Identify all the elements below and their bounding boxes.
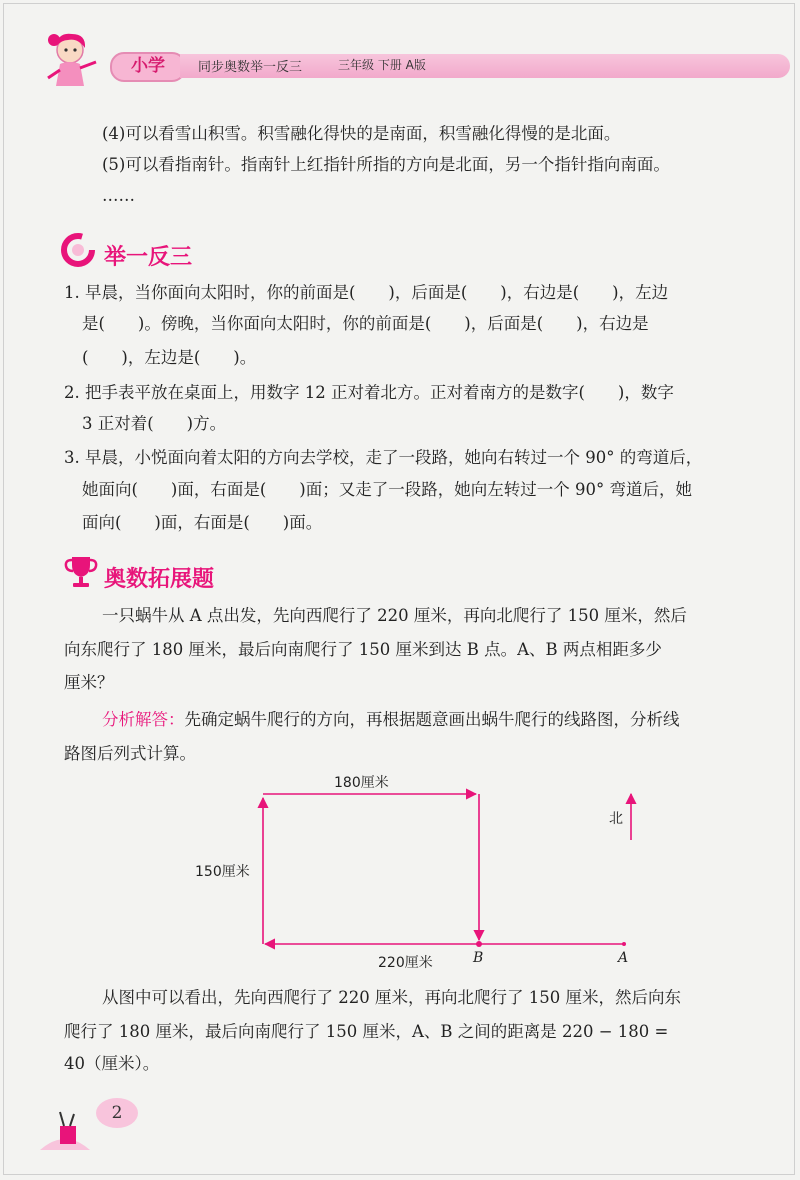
conclusion-line-2: 爬行了 180 厘米，最后向南爬行了 150 厘米，A、B 之间的距离是 220 − 180 = [64,1022,669,1041]
q3-line-1: 3. 早晨，小悦面向着太阳的方向去学校，走了一段路，她向右转过一个 90° 的弯道后， [64,448,703,467]
q1-line-3: ( )，左边是( )。 [82,348,257,367]
page-number: 2 [96,1098,138,1128]
pencil-cup-icon [40,1110,90,1150]
header-grade: 三年级 下册 A版 [338,58,426,72]
analysis-label: 分析解答： [102,710,185,729]
conclusion-line-3: 40（厘米）。 [64,1054,160,1073]
q2-line-1: 2. 把手表平放在桌面上，用数字 12 正对着北方。正对着南方的是数字( )，数字 [64,383,674,402]
q2-line-2: 3 正对着( )方。 [82,414,227,433]
trophy-icon [64,553,98,589]
problem-line-1: 一只蜗牛从 A 点出发，先向西爬行了 220 厘米，再向北爬行了 150 厘米，然后 [102,606,687,625]
q3-line-3: 面向( )面，右面是( )面。 [82,513,323,532]
section-title-practice: 举一反三 [104,245,193,270]
q1-line-1: 1. 早晨，当你面向太阳时，你的前面是( )，后面是( )，右边是( )，左边 [64,283,669,302]
analysis-text: 先确定蜗牛爬行的方向，再根据题意画出蜗牛爬行的线路图，分析线 [184,710,680,729]
snail-path-diagram [0,760,800,980]
label-220cm: 220厘米 [378,955,433,971]
label-150cm: 150厘米 [195,864,250,880]
label-180cm: 180厘米 [334,775,389,791]
section-title-extension: 奥数拓展题 [104,567,215,592]
cycle-icon [60,232,96,268]
header-series: 同步奥数举一反三 [198,60,303,75]
intro-ellipsis: …… [102,186,135,205]
conclusion-line-1: 从图中可以看出，先向西爬行了 220 厘米，再向北爬行了 150 厘米，然后向东 [102,988,681,1007]
mascot-girl-icon [38,28,108,92]
header-badge: 小学 [110,52,186,82]
point-b-dot [476,941,482,947]
q3-line-2: 她面向( )面，右面是( )面；又走了一段路，她向左转过一个 90° 弯道后，她 [82,480,692,499]
label-point-b: B [473,950,484,966]
intro-line-4: (4)可以看雪山积雪。积雪融化得快的是南面，积雪融化得慢的是北面。 [102,124,621,143]
analysis-line-1 [102,710,680,730]
intro-line-5: (5)可以看指南针。指南针上红指针所指的方向是北面，另一个指针指向南面。 [102,155,670,174]
problem-line-2: 向东爬行了 180 厘米，最后向南爬行了 150 厘米到达 B 点。A、B 两点相距多少 [64,640,662,659]
label-point-a: A [618,950,629,966]
analysis-line-2: 路图后列式计算。 [64,744,196,763]
point-a-dot [622,942,626,946]
q1-line-2: 是( )。傍晚，当你面向太阳时，你的前面是( )，后面是( )，右边是 [82,314,649,333]
label-north: 北 [609,811,623,827]
page-header [30,40,790,90]
problem-line-3: 厘米？ [64,673,114,692]
